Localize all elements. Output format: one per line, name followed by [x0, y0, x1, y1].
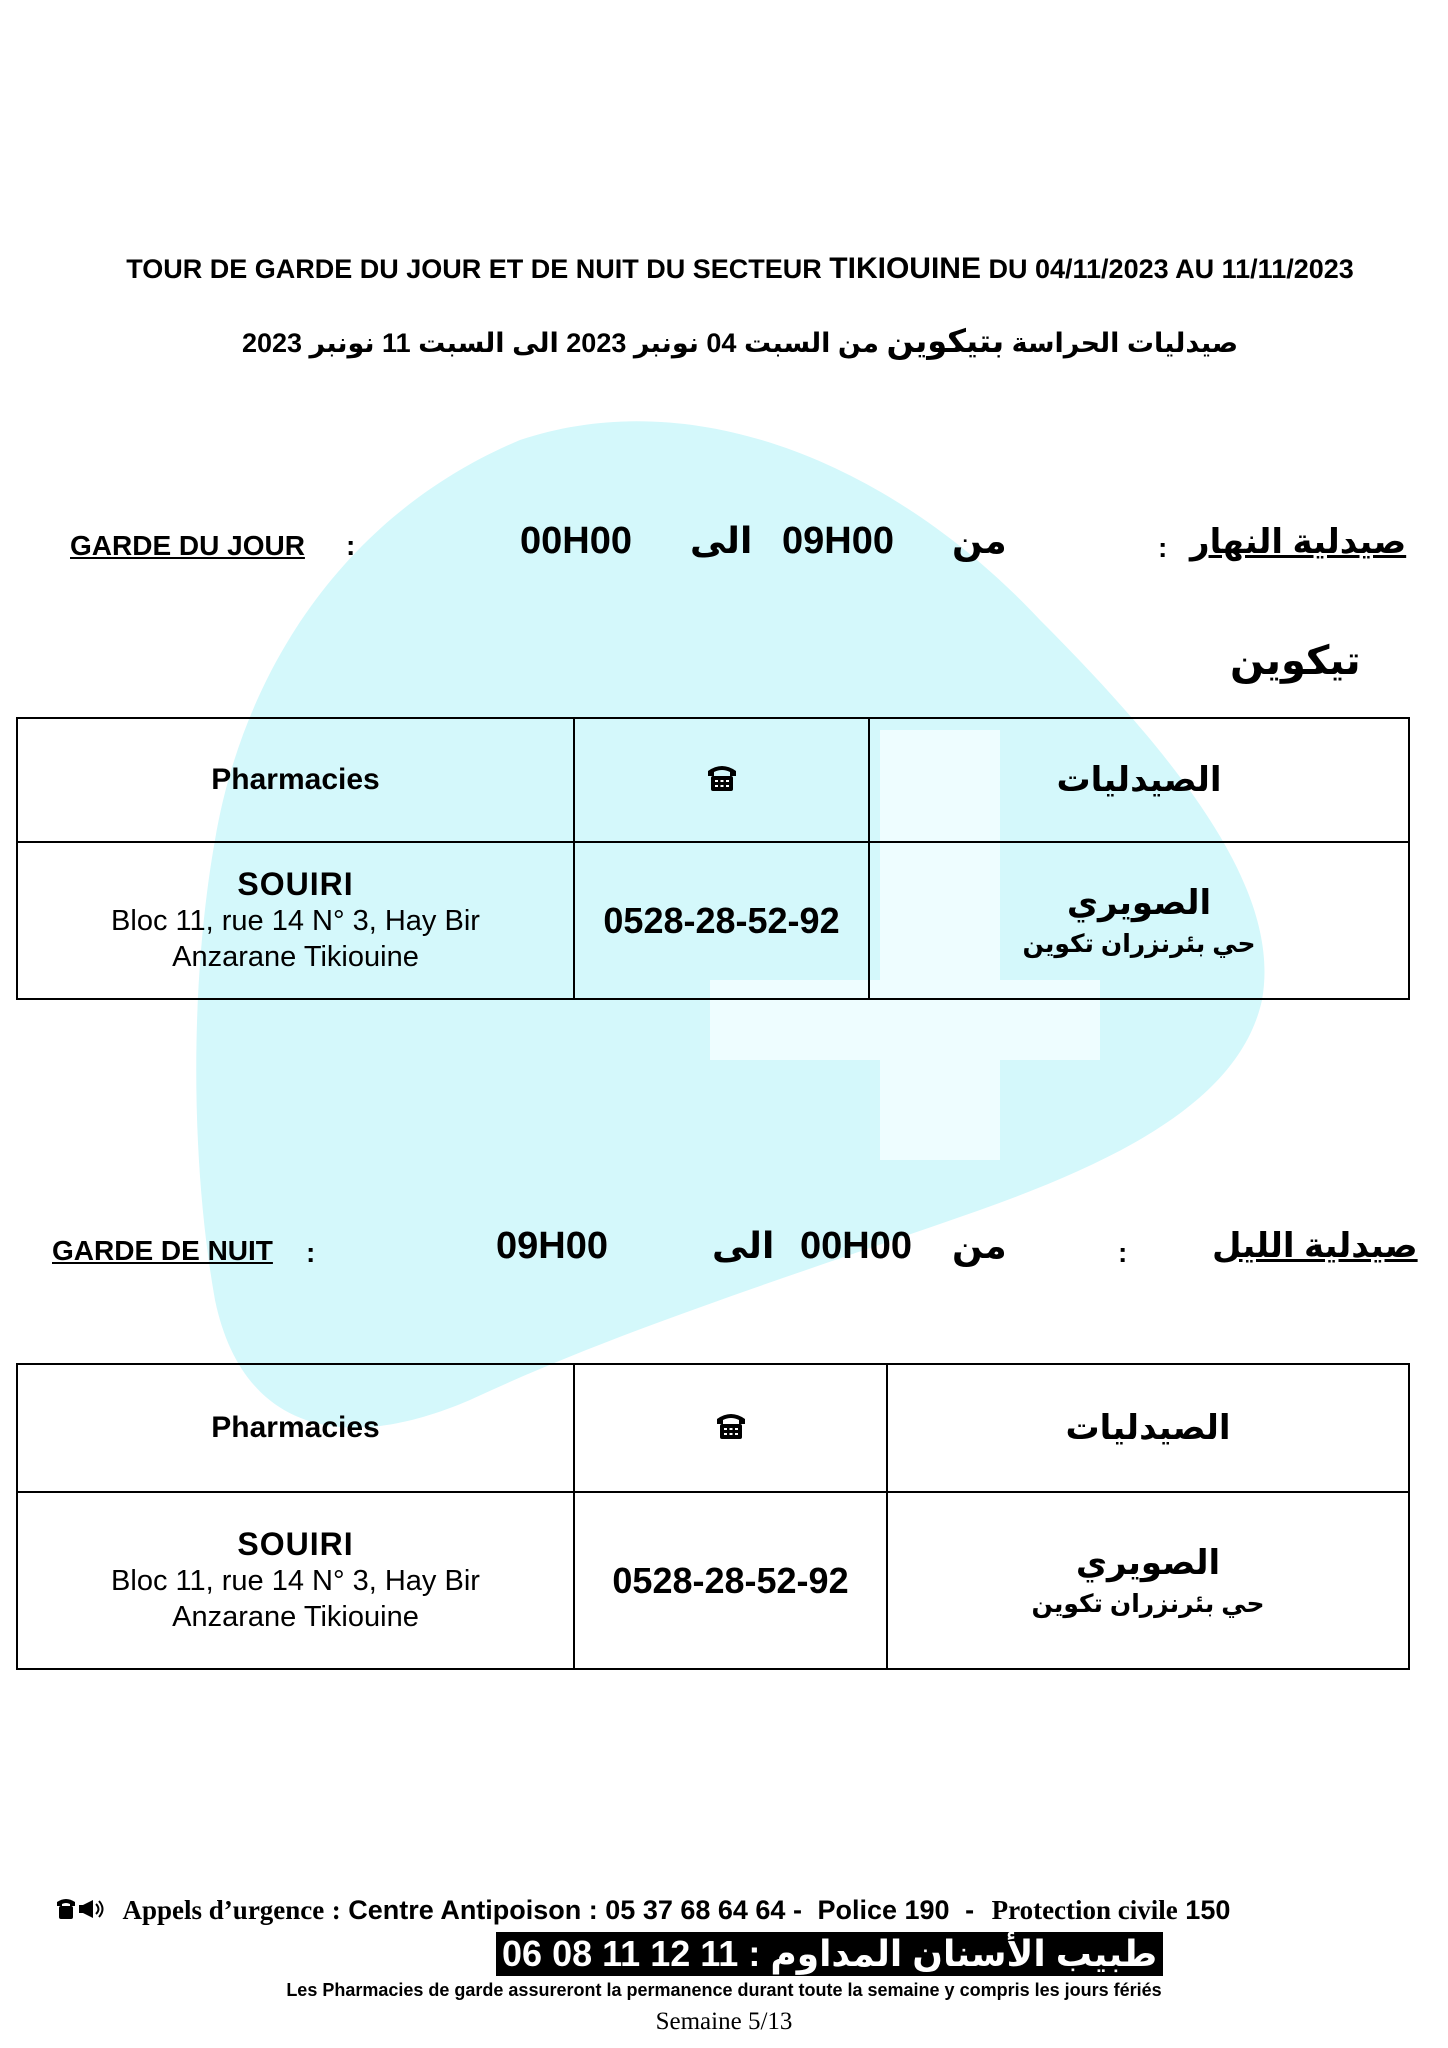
emergency-calls-line: Appels d’urgence : Centre Antipoison : 05 37 68 64 64 - Police 190 - Protection civile 150 — [55, 1895, 1435, 1926]
pharmacy-cell-phone — [574, 842, 869, 999]
pharmacy-address-fr-2: Anzarane Tikiouine — [172, 941, 419, 973]
day-from-ar: من — [952, 520, 1007, 561]
night-colon-right: : — [1118, 1237, 1128, 1268]
pharmacy-cell-phone — [574, 1492, 887, 1669]
sector-name-ar: بتيكوين — [886, 323, 1005, 359]
telephone-icon — [714, 1409, 748, 1443]
on-call-dentist: طبيب الأسنان المداوم : 11 12 11 08 06 — [496, 1932, 1163, 1976]
day-guard-label: GARDE DU JOUR — [70, 530, 305, 561]
pharmacy-name-fr: SOUIRI — [237, 866, 354, 902]
sector-name-fr: TIKIOUINE — [829, 252, 981, 285]
pharmacy-name-fr: SOUIRI — [237, 1526, 354, 1562]
page-title-ar: صيدليات الحراسة بتيكوين من السبت 04 نونبر 2023 الى السبت 11 نونبر 2023 — [241, 323, 1239, 359]
page-title-fr: TOUR DE GARDE DU JOUR ET DE NUIT DU SECTEUR TIKIOUINE DU 04/11/2023 AU 11/11/2023 — [126, 252, 1354, 285]
header-cell-fr: Pharmacies — [17, 718, 574, 842]
day-to-ar: الى — [690, 520, 753, 561]
night-from-ar: من — [952, 1225, 1007, 1266]
header-cell-ar: الصيدليات — [887, 1364, 1409, 1492]
header-cell-phone — [574, 718, 869, 842]
night-to-ar: الى — [712, 1225, 775, 1266]
night-colon-left: : — [306, 1237, 316, 1268]
header-cell-ar: الصيدليات — [869, 718, 1409, 842]
pharmacy-address-fr-2: Anzarane Tikiouine — [172, 1601, 419, 1633]
night-time-start: 00H00 — [800, 1225, 912, 1267]
pharmacy-address-fr-1: Bloc 11, rue 14 N° 3, Hay Bir — [111, 905, 480, 937]
day-time-start: 09H00 — [782, 520, 894, 562]
pharmacy-name-ar: الصويري — [1066, 883, 1212, 922]
pharmacy-cell-ar — [869, 842, 1409, 999]
header-cell-fr: Pharmacies — [17, 1364, 574, 1492]
pharmacy-cell-fr — [17, 1492, 574, 1669]
city-name-ar: تيكوين — [1230, 639, 1361, 683]
day-guard-label-ar: صيدلية النهار — [1190, 523, 1407, 561]
pharmacy-name-ar: الصويري — [1075, 1543, 1221, 1582]
pharmacy-address-ar: حي بئرنزران تكوين — [1031, 1589, 1265, 1618]
header-cell-phone — [574, 1364, 887, 1492]
day-time-end: 00H00 — [520, 520, 632, 562]
pharmacy-phone: 0528-28-52-92 — [603, 899, 840, 941]
pharmacy-cell-ar — [887, 1492, 1409, 1669]
phone-megaphone-icon — [55, 1896, 107, 1922]
pharmacy-address-ar: حي بئرنزران تكوين — [1022, 929, 1256, 958]
permanence-notice: Les Pharmacies de garde assureront la permanence durant toute la semaine y compris les jours fériés — [286, 1980, 1162, 2000]
night-guard-label: GARDE DE NUIT — [52, 1235, 273, 1266]
night-time-end: 09H00 — [496, 1225, 608, 1267]
day-colon-left: : — [346, 530, 356, 561]
day-colon-right: : — [1158, 532, 1168, 563]
pharmacy-address-fr-1: Bloc 11, rue 14 N° 3, Hay Bir — [111, 1565, 480, 1597]
night-guard-label-ar: صيدلية الليل — [1212, 1227, 1418, 1265]
pharmacy-phone: 0528-28-52-92 — [612, 1559, 849, 1601]
day-pharmacy-table — [16, 717, 1410, 1000]
week-indicator: Semaine 5/13 — [655, 2008, 793, 2035]
telephone-icon — [705, 761, 739, 795]
pharmacy-cell-fr — [17, 842, 574, 999]
night-pharmacy-table — [16, 1363, 1410, 1670]
